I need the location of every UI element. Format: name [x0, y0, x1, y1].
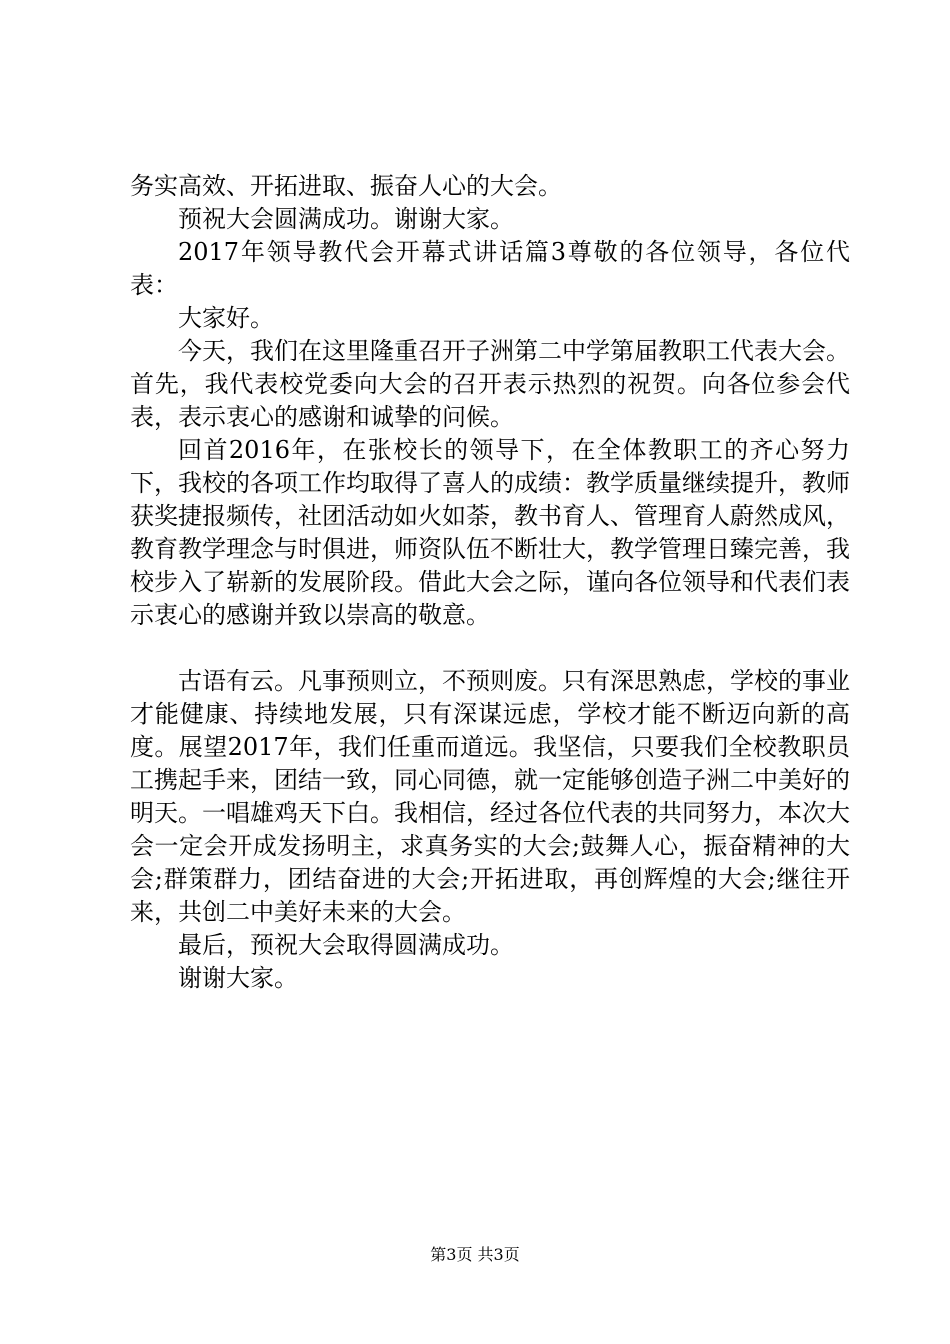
page-footer: 第3页 共3页 — [430, 1245, 520, 1264]
paragraph-review: 回首2016年，在张校长的领导下，在全体教职工的齐心努力下，我校的各项工作均取得了喜人的成绩：教学质量继续提升，教师获奖捷报频传，社团活动如火如荼，教书育人、管理育人蔚然成风，教育教学理念与时俱进，师资队伍不断壮大，教学管理日臻完善，我校步入了崭新的发展阶段。借此大会之际，谨向各位领导和代表们表示衷心的感谢并致以崇高的敬意。 — [130, 436, 850, 629]
paragraph-outlook: 古语有云。凡事预则立，不预则废。只有深思熟虑，学校的事业才能健康、持续地发展，只有深谋远虑，学校才能不断迈向新的高度。展望2017年，我们任重而道远。我坚信，只要我们全校教职员工携起手来，团结一致，同心同德，就一定能够创造子洲二中美好的明天。一唱雄鸡天下白。我相信，经过各位代表的共同努力，本次大会一定会开成发扬明主，求真务实的大会;鼓舞人心，振奋精神的大会;群策群力，团结奋进的大会;开拓进取，再创辉煌的大会;继往开来，共创二中美好未来的大会。 — [130, 667, 850, 926]
paragraph-speech-heading: 2017年领导教代会开幕式讲话篇3尊敬的各位领导，各位代表： — [130, 238, 850, 299]
paragraph-continuation: 务实高效、开拓进取、振奋人心的大会。 — [130, 172, 562, 200]
paragraph-closing-wish: 最后，预祝大会取得圆满成功。 — [178, 931, 514, 959]
paragraph-greeting: 大家好。 — [178, 304, 274, 332]
paragraph-thanks: 谢谢大家。 — [178, 964, 298, 992]
paragraph-opening: 今天，我们在这里隆重召开子洲第二中学第届教职工代表大会。首先，我代表校党委向大会的召开表示热烈的祝贺。向各位参会代表，表示衷心的感谢和诚挚的问候。 — [130, 337, 850, 431]
document-body — [130, 170, 850, 995]
paragraph-wish: 预祝大会圆满成功。谢谢大家。 — [178, 205, 514, 233]
